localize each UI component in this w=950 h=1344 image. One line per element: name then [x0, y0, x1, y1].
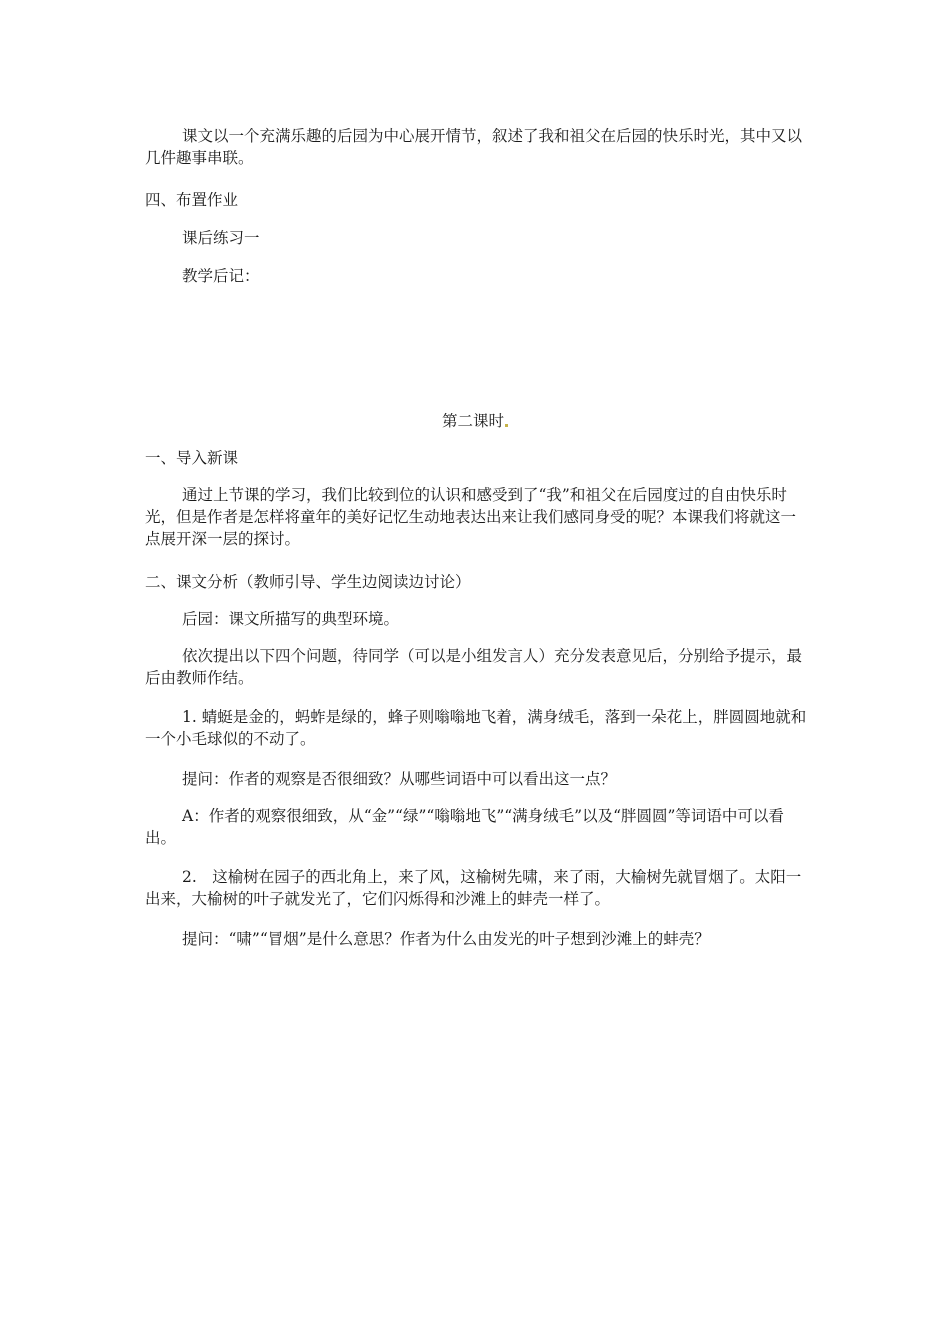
summary-paragraph: 课文以一个充满乐趣的后园为中心展开情节，叙述了我和祖父在后园的快乐时光，其中又以几件趣事串联。 [145, 127, 803, 167]
garden-line: 后园：课文所描写的典型环境。 [182, 610, 400, 628]
question-2-text: 2. 这榆树在园子的西北角上，来了风，这榆树先啸，来了雨，大榆树先就冒烟了。太阳一出来，大榆树的叶子就发光了，它们闪烁得和沙滩上的蚌壳一样了。 [145, 868, 802, 908]
question-1-answer: A：作者的观察很细致，从“金”“绿”“嗡嗡地飞”“满身绒毛”以及“胖圆圆”等词语中可以看出。 [145, 807, 784, 847]
section-heading-homework: 四、布置作业 [145, 191, 239, 209]
homework-item: 课后练习一 [182, 229, 260, 247]
section-heading-intro: 一、导入新课 [145, 449, 239, 467]
question-2-ask: 提问：“啸”“冒烟”是什么意思？作者为什么由发光的叶子想到沙滩上的蚌壳？ [182, 930, 710, 948]
question-1-text: 1. 蜻蜓是金的，蚂蚱是绿的，蜂子则嗡嗡地飞着，满身绒毛，落到一朵花上，胖圆圆地就和一个小毛球似的不动了。 [145, 708, 807, 748]
marker-dot-icon [505, 424, 508, 427]
postscript-label: 教学后记： [182, 267, 260, 285]
intro-paragraph: 通过上节课的学习，我们比较到位的认识和感受到了“我”和祖父在后园度过的自由快乐时光，但是作者是怎样将童年的美好记忆生动地表达出来让我们感同身受的呢？本课我们将就这一点展开深一层的探讨。 [145, 486, 797, 548]
section-heading-analysis: 二、课文分析（教师引导、学生边阅读边讨论） [145, 573, 471, 591]
lesson-title-text: 第二课时 [441, 412, 504, 430]
question-1-ask: 提问：作者的观察是否很细致？从哪些词语中可以看出这一点？ [182, 770, 617, 788]
lesson-title [0, 410, 950, 432]
questions-intro-paragraph: 依次提出以下四个问题，待同学（可以是小组发言人）充分发表意见后，分别给予提示，最后由教师作结。 [145, 647, 803, 687]
